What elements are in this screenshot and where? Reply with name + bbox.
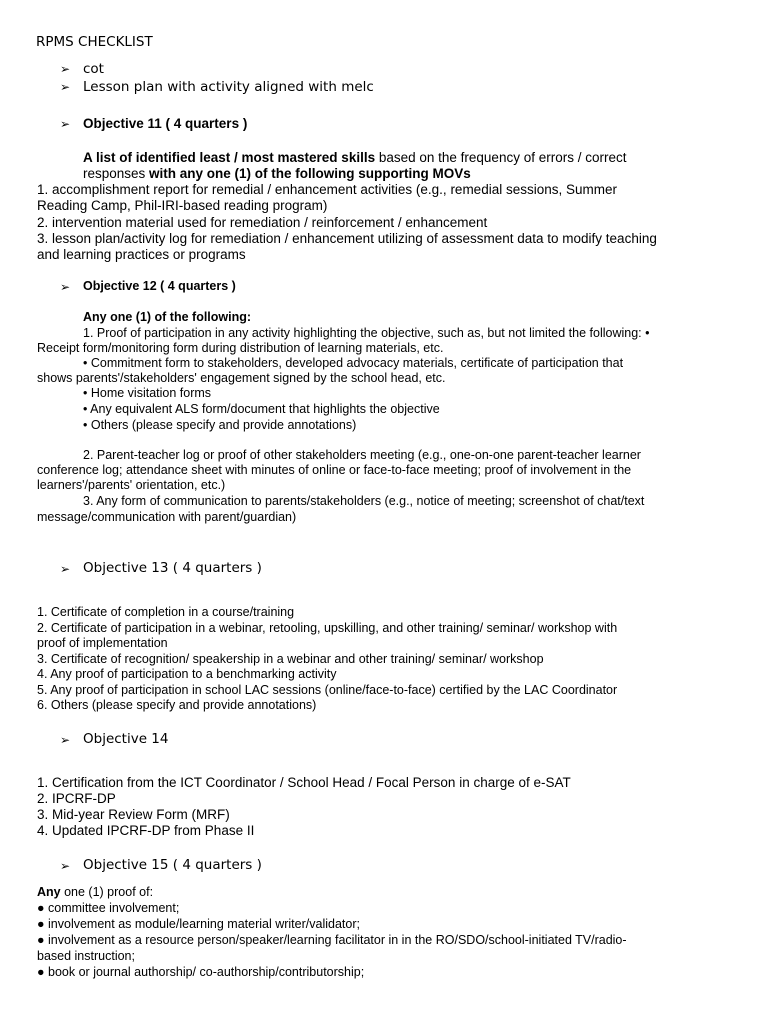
lead-line2-plain: responses: [83, 166, 150, 181]
objective-12-line: message/communication with parent/guardian): [37, 510, 297, 524]
lead-line2-bold: with any one (1) of the following supporting MOVs: [149, 166, 471, 181]
objective-15-item: ● involvement as a resource person/speaker/learning facilitator in in the RO/SDO/school-initiated TV/radio-: [37, 933, 627, 947]
objective-14-item: 3. Mid-year Review Form (MRF): [37, 807, 230, 822]
top-item-lesson-plan: Lesson plan with activity aligned with melc: [83, 79, 374, 95]
objective-13-item: proof of implementation: [37, 636, 168, 650]
objective-14-heading: Objective 14: [83, 731, 169, 747]
objective-11-lead-line2: [83, 166, 471, 181]
objective-13-heading: Objective 13 ( 4 quarters ): [83, 560, 262, 576]
objective-12-line: Receipt form/monitoring form during distribution of learning materials, etc.: [37, 341, 444, 355]
arrow-bullet-icon: ➢: [60, 859, 71, 873]
arrow-bullet-icon: ➢: [60, 117, 71, 131]
arrow-bullet-icon: ➢: [60, 733, 71, 747]
objective-14-item: 1. Certification from the ICT Coordinator / School Head / Focal Person in charge of e-SAT: [37, 775, 571, 790]
objective-15-item: ● book or journal authorship/ co-authorship/contributorship;: [37, 965, 365, 979]
arrow-bullet-icon: ➢: [60, 80, 71, 94]
objective-11-heading: Objective 11 ( 4 quarters ): [83, 116, 248, 131]
lead-rest-text: based on the frequency of errors / correct: [375, 150, 627, 165]
objective-15-heading: Objective 15 ( 4 quarters ): [83, 857, 262, 873]
objective-11-lead: [83, 150, 626, 165]
objective-11-item: and learning practices or programs: [37, 247, 246, 262]
top-item-cot: cot: [83, 61, 104, 77]
objective-13-item: 5. Any proof of participation in school LAC sessions (online/face-to-face) certified by the LAC Coordinator: [37, 683, 618, 697]
objective-12-heading: Objective 12 ( 4 quarters ): [83, 279, 236, 293]
objective-12-line: shows parents'/stakeholders' engagement signed by the school head, etc.: [37, 371, 446, 385]
objective-11-item: Reading Camp, Phil-IRI-based reading program): [37, 198, 328, 213]
objective-12-line: • Any equivalent ALS form/document that highlights the objective: [83, 402, 440, 416]
objective-12-line: • Commitment form to stakeholders, developed advocacy materials, certificate of participation that: [83, 356, 624, 370]
objective-12-line: learners'/parents' orientation, etc.): [37, 478, 226, 492]
objective-12-line: conference log; attendance sheet with minutes of online or face-to-face meeting; proof of involvement in the: [37, 463, 632, 477]
objective-13-item: 6. Others (please specify and provide annotations): [37, 698, 317, 712]
objective-15-item: ● committee involvement;: [37, 901, 180, 915]
any-bold-text: Any: [37, 885, 61, 899]
objective-13-item: 4. Any proof of participation to a benchmarking activity: [37, 667, 337, 681]
objective-12-line: • Home visitation forms: [83, 386, 212, 400]
any-rest-text: one (1) proof of:: [60, 885, 154, 899]
objective-14-item: 4. Updated IPCRF-DP from Phase II: [37, 823, 255, 838]
objective-15-item: ● involvement as module/learning material writer/validator;: [37, 917, 360, 931]
objective-12-line: 1. Proof of participation in any activity highlighting the objective, such as, but not limited the following: •: [83, 326, 650, 340]
arrow-bullet-icon: ➢: [60, 562, 71, 576]
objective-12-line: • Others (please specify and provide annotations): [83, 418, 357, 432]
objective-11-item: 3. lesson plan/activity log for remediation / enhancement utilizing of assessment data to modify teaching: [37, 231, 657, 246]
objective-15-item: based instruction;: [37, 949, 135, 963]
objective-12-line: 2. Parent-teacher log or proof of other stakeholders meeting (e.g., one-on-one parent-teacher learner: [83, 448, 641, 462]
objective-11-item: 1. accomplishment report for remedial / enhancement activities (e.g., remedial sessions, Summer: [37, 182, 617, 197]
arrow-bullet-icon: ➢: [60, 62, 71, 76]
objective-15-any: [37, 885, 153, 899]
objective-13-item: 1. Certificate of completion in a course/training: [37, 605, 295, 619]
objective-12-any-one: Any one (1) of the following:: [83, 310, 252, 324]
objective-12-line: 3. Any form of communication to parents/stakeholders (e.g., notice of meeting; screenshot of chat/text: [83, 494, 645, 508]
lead-bold-text: A list of identified least / most mastered skills: [83, 150, 376, 165]
objective-14-item: 2. IPCRF-DP: [37, 791, 116, 806]
document-title: RPMS CHECKLIST: [36, 34, 153, 50]
objective-13-item: 2. Certificate of participation in a webinar, retooling, upskilling, and other training/ seminar/ workshop with: [37, 621, 618, 635]
objective-11-item: 2. intervention material used for remediation / reinforcement / enhancement: [37, 215, 488, 230]
arrow-bullet-icon: ➢: [60, 280, 71, 294]
objective-13-item: 3. Certificate of recognition/ speakership in a webinar and other training/ seminar/ workshop: [37, 652, 544, 666]
